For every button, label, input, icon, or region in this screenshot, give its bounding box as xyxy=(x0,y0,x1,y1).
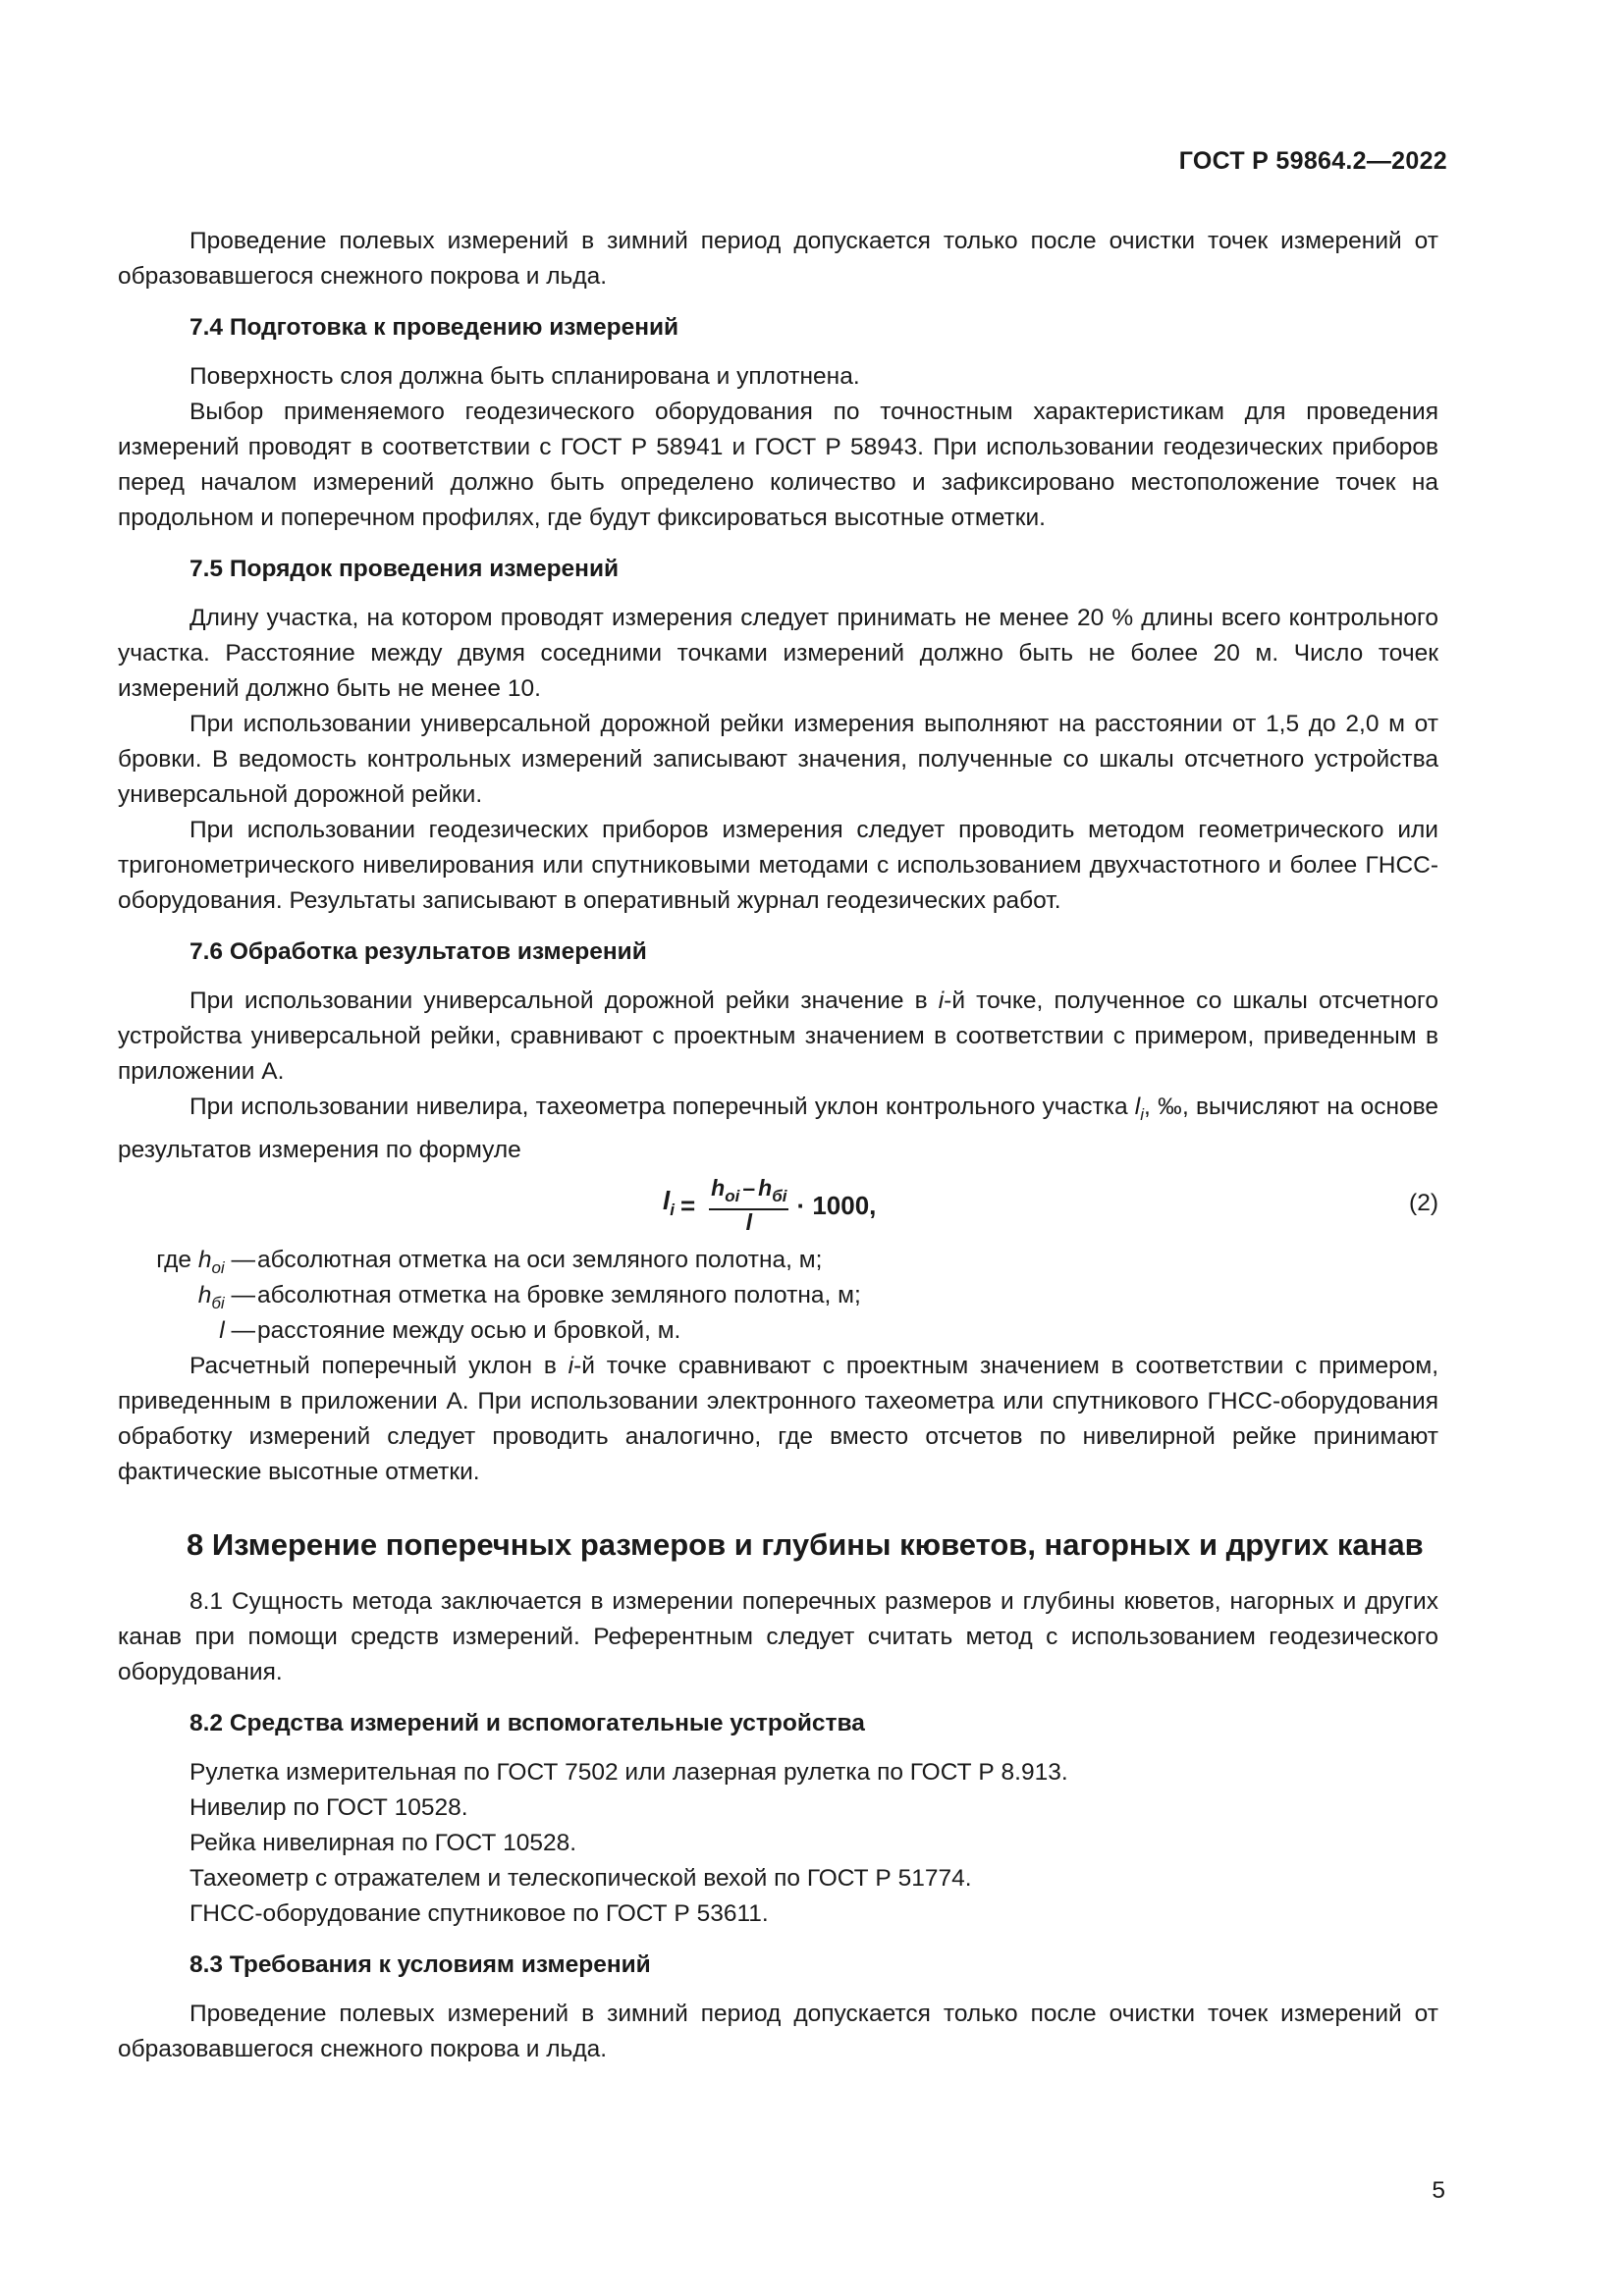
equipment-list-item: ГНСС-оборудование спутниковое по ГОСТ Р 53611. xyxy=(189,1900,769,1927)
formula-lhs-subscript: i xyxy=(670,1200,675,1219)
section-7-6-paragraph-2 xyxy=(118,1090,1438,1168)
section-7-5-paragraph-1: Длину участка, на котором проводят измерения следует принимать не менее 20 % длины всего контрольного участка. Расстояние между двумя соседними точками измерений должно быть не более 20 м. Число точек измерений должно быть не менее 10. xyxy=(118,605,1438,702)
section-7-6-paragraph-1 xyxy=(118,984,1438,1090)
formula-row xyxy=(118,1174,1438,1235)
section-7-5-heading: 7.5 Порядок проведения измерений xyxy=(189,556,620,582)
text-run: -й точке сравнивают с проектным значением в соответствии с примером, приведенным в приложении А. При использовании электронного тахеометра или спутникового ГНСС-оборудования обработку измерений следует проводить аналогично, где вместо отсчетов по нивелирной рейке принимают фактические высотные отметки. xyxy=(118,1353,1438,1485)
slope-formula xyxy=(663,1176,876,1234)
formula-numerator xyxy=(709,1176,788,1210)
formula-lhs xyxy=(663,1183,675,1228)
italic-variable: i xyxy=(938,988,945,1014)
equation-number: (2) xyxy=(1409,1190,1438,1216)
where-line-2 xyxy=(118,1278,1438,1313)
section-7-4-paragraph-1: Поверхность слоя должна быть спланирована и уплотнена. xyxy=(189,363,860,390)
where-dash: — xyxy=(231,1247,255,1273)
where-var: l xyxy=(219,1317,225,1344)
text-run: При использовании универсальной дорожной рейки значение в xyxy=(189,988,939,1014)
section-7-4-paragraph-2: Выбор применяемого геодезического оборудования по точностным характеристикам для проведения измерений проводят в соответствии с ГОСТ Р 58941 и ГОСТ Р 58943. При использовании геодезических приборов перед началом измерений должно быть определено количество и зафиксировано местоположение точек на продольном и поперечном профилях, где будут фиксироваться высотные отметки. xyxy=(118,399,1438,531)
numerator-term-b-subscript: бi xyxy=(772,1187,787,1205)
section-7-5-paragraph-2: При использовании универсальной дорожной рейки измерения выполняют на расстоянии от 1,5 до 2,0 м от бровки. В ведомость контрольных измерений записывают значения, полученные со шкалы отсчетного устройства универсальной дорожной рейки. xyxy=(118,711,1438,808)
equipment-list-item: Тахеометр с отражателем и телескопической вехой по ГОСТ Р 51774. xyxy=(189,1865,972,1892)
italic-variable: l xyxy=(1134,1094,1141,1120)
numerator-term-b: h xyxy=(758,1175,773,1201)
where-var: h xyxy=(197,1282,212,1308)
text-run: Расчетный поперечный уклон в xyxy=(189,1353,568,1379)
document-code-header: ГОСТ Р 59864.2—2022 xyxy=(1178,147,1447,175)
formula-lhs-symbol: l xyxy=(663,1185,671,1215)
where-line-3 xyxy=(118,1313,1438,1349)
page-number: 5 xyxy=(1432,2177,1445,2204)
numerator-term-a: h xyxy=(711,1175,726,1201)
equipment-list-item: Рейка нивелирная по ГОСТ 10528. xyxy=(189,1830,577,1856)
section-7-5-paragraph-3: При использовании геодезических приборов измерения следует проводить методом геометрического или тригонометрического нивелирования или спутниковыми методами с использованием двухчастотного и более ГНСС-оборудования. Результаты записывают в оперативный журнал геодезических работ. xyxy=(118,817,1438,914)
text-run: -й точке, полученное со шкалы отсчетного устройства универсальной рейки, сравнивают с проектным значением в соответствии с примером, приведенным в приложении А. xyxy=(118,988,1438,1085)
equipment-list-item: Рулетка измерительная по ГОСТ 7502 или лазерная рулетка по ГОСТ Р 8.913. xyxy=(189,1759,1068,1786)
formula-fraction xyxy=(709,1176,788,1234)
section-7-6-paragraph-3 xyxy=(118,1349,1438,1490)
text-run: , ‰, вычисляют на основе результатов измерения по формуле xyxy=(118,1094,1438,1163)
formula-denominator: l xyxy=(745,1209,752,1235)
section-8-1-paragraph: 8.1 Сущность метода заключается в измерении поперечных размеров и глубины кюветов, нагорных и других канав при помощи средств измерений. Референтным следует считать метод с использованием геодезического оборудования. xyxy=(118,1588,1438,1685)
formula-equals: = xyxy=(679,1190,696,1220)
where-definition: расстояние между осью и бровкой, м. xyxy=(257,1317,681,1344)
numerator-minus: – xyxy=(742,1175,756,1201)
section-8-3-heading: 8.3 Требования к условиям измерений xyxy=(189,1951,651,1978)
section-8-2-heading: 8.2 Средства измерений и вспомогательные устройства xyxy=(189,1710,865,1736)
where-symbol-l xyxy=(219,1313,255,1349)
numerator-term-a-subscript: oi xyxy=(725,1187,740,1205)
text-run: При использовании нивелира, тахеометра поперечный уклон контрольного участка xyxy=(189,1094,1135,1120)
paragraph-intro: Проведение полевых измерений в зимний период допускается только после очистки точек измерений от образовавшегося снежного покрова и льда. xyxy=(118,228,1438,290)
section-7-6-heading: 7.6 Обработка результатов измерений xyxy=(189,938,647,965)
italic-variable: i xyxy=(568,1353,574,1379)
where-definition: абсолютная отметка на бровке земляного полотна, м; xyxy=(257,1282,861,1308)
where-definition: абсолютная отметка на оси земляного полотна, м; xyxy=(257,1247,823,1273)
where-prefix: где xyxy=(156,1247,191,1273)
section-8-heading: 8 Измерение поперечных размеров и глубины кюветов, нагорных и других канав xyxy=(187,1527,1424,1562)
italic-subscript: i xyxy=(1140,1105,1145,1124)
section-7-4-heading: 7.4 Подготовка к проведению измерений xyxy=(189,314,679,341)
equipment-list-item: Нивелир по ГОСТ 10528. xyxy=(189,1794,468,1821)
where-var: h xyxy=(197,1247,212,1273)
where-var-subscript: бi xyxy=(211,1294,225,1312)
where-dash: — xyxy=(231,1317,255,1344)
section-8-3-paragraph: Проведение полевых измерений в зимний период допускается только после очистки точек измерений от образовавшегося снежного покрова и льда. xyxy=(118,2001,1438,2062)
page-content xyxy=(118,224,1438,2067)
formula-multiplier: · 1000, xyxy=(796,1190,877,1220)
where-dash: — xyxy=(231,1282,255,1308)
where-line-1 xyxy=(118,1243,1438,1278)
where-var-subscript: oi xyxy=(211,1258,225,1277)
